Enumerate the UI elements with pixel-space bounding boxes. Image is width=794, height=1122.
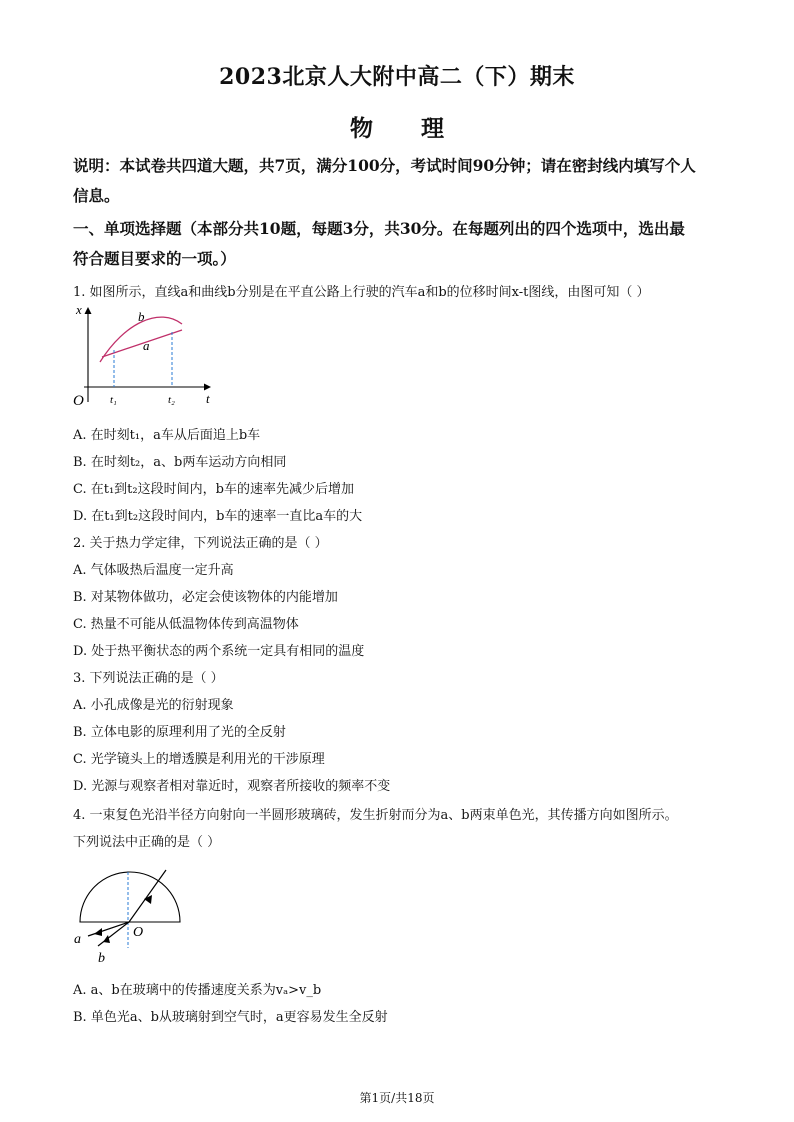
q4-option-b: B. 单色光a、b从玻璃射到空气时，a更容易发生全反射 — [73, 1010, 388, 1025]
ray-b-label: b — [98, 951, 105, 966]
q1-option-a: A. 在时刻t₁，a车从后面追上b车 — [73, 428, 261, 443]
tick-t1-label: t₁ — [110, 394, 117, 406]
instructions-line-1: 说明：本试卷共四道大题，共7页，满分100分，考试时间90分钟；请在密封线内填写个人 — [73, 156, 696, 175]
subject-title: 物 理 — [349, 115, 444, 142]
ray-b-arrow — [103, 935, 110, 943]
incident-ray — [129, 870, 166, 922]
q1-option-c: C. 在t₁到t₂这段时间内，b车的速率先减少后增加 — [73, 482, 354, 497]
incident-ray-arrow — [144, 895, 152, 904]
origin-label: O — [73, 393, 84, 409]
instructions-line-2: 信息。 — [73, 186, 120, 205]
curve-b-label: b — [138, 309, 145, 324]
line-a-label: a — [143, 338, 150, 353]
q3-option-c: C. 光学镜头上的增透膜是利用光的干涉原理 — [73, 752, 325, 767]
semicircle-prism-figure — [70, 866, 195, 966]
q3-option-d: D. 光源与观察者相对靠近时，观察者所接收的频率不变 — [73, 779, 391, 794]
q2-option-a: A. 气体吸热后温度一定升高 — [73, 563, 234, 578]
tick-t2-label: t₂ — [168, 394, 175, 406]
y-axis-arrow — [85, 307, 92, 314]
y-axis-label: x — [76, 302, 82, 317]
x-axis-label: t — [206, 391, 210, 406]
section-heading-line-2: 符合题目要求的一项。） — [73, 249, 236, 268]
ray-a-arrow — [94, 928, 102, 936]
q1-option-b: B. 在时刻t₂，a、b两车运动方向相同 — [73, 455, 287, 470]
ray-a-label: a — [74, 932, 81, 947]
question-4-stem-line-2: 下列说法中正确的是（ ） — [73, 835, 221, 850]
question-1-stem: 1. 如图所示，直线a和曲线b分别是在平直公路上行驶的汽车a和b的位移时间x-t图线，由图可知（ ） — [73, 285, 650, 300]
q2-option-d: D. 处于热平衡状态的两个系统一定具有相同的温度 — [73, 644, 365, 659]
q1-option-d: D. 在t₁到t₂这段时间内，b车的速率一直比a车的大 — [73, 509, 363, 524]
xt-graph-figure — [70, 302, 215, 410]
q3-option-a: A. 小孔成像是光的衍射现象 — [73, 698, 234, 713]
x-axis-arrow — [204, 384, 211, 391]
question-4-stem-line-1: 4. 一束复色光沿半径方向射向一半圆形玻璃砖，发生折射而分为a、b两束单色光，其传播方向如图所示。 — [73, 808, 678, 823]
page-footer: 第1页/共18页 — [359, 1091, 435, 1105]
q2-option-b: B. 对某物体做功，必定会使该物体的内能增加 — [73, 590, 338, 605]
section-heading-line-1: 一、单项选择题（本部分共10题，每题3分，共30分。在每题列出的四个选项中，选出最 — [73, 219, 685, 238]
q3-option-b: B. 立体电影的原理利用了光的全反射 — [73, 725, 286, 740]
semicircle-glass-brick — [80, 872, 180, 922]
q4-option-a: A. a、b在玻璃中的传播速度关系为vₐ>v_b — [73, 983, 322, 998]
ray-b — [98, 922, 129, 946]
center-o-label: O — [133, 925, 144, 940]
document-title: 2023北京人大附中高二（下）期末 — [219, 64, 575, 90]
question-2-stem: 2. 关于热力学定律，下列说法正确的是（ ） — [73, 536, 328, 551]
question-3-stem: 3. 下列说法正确的是（ ） — [73, 671, 224, 686]
q2-option-c: C. 热量不可能从低温物体传到高温物体 — [73, 617, 299, 632]
